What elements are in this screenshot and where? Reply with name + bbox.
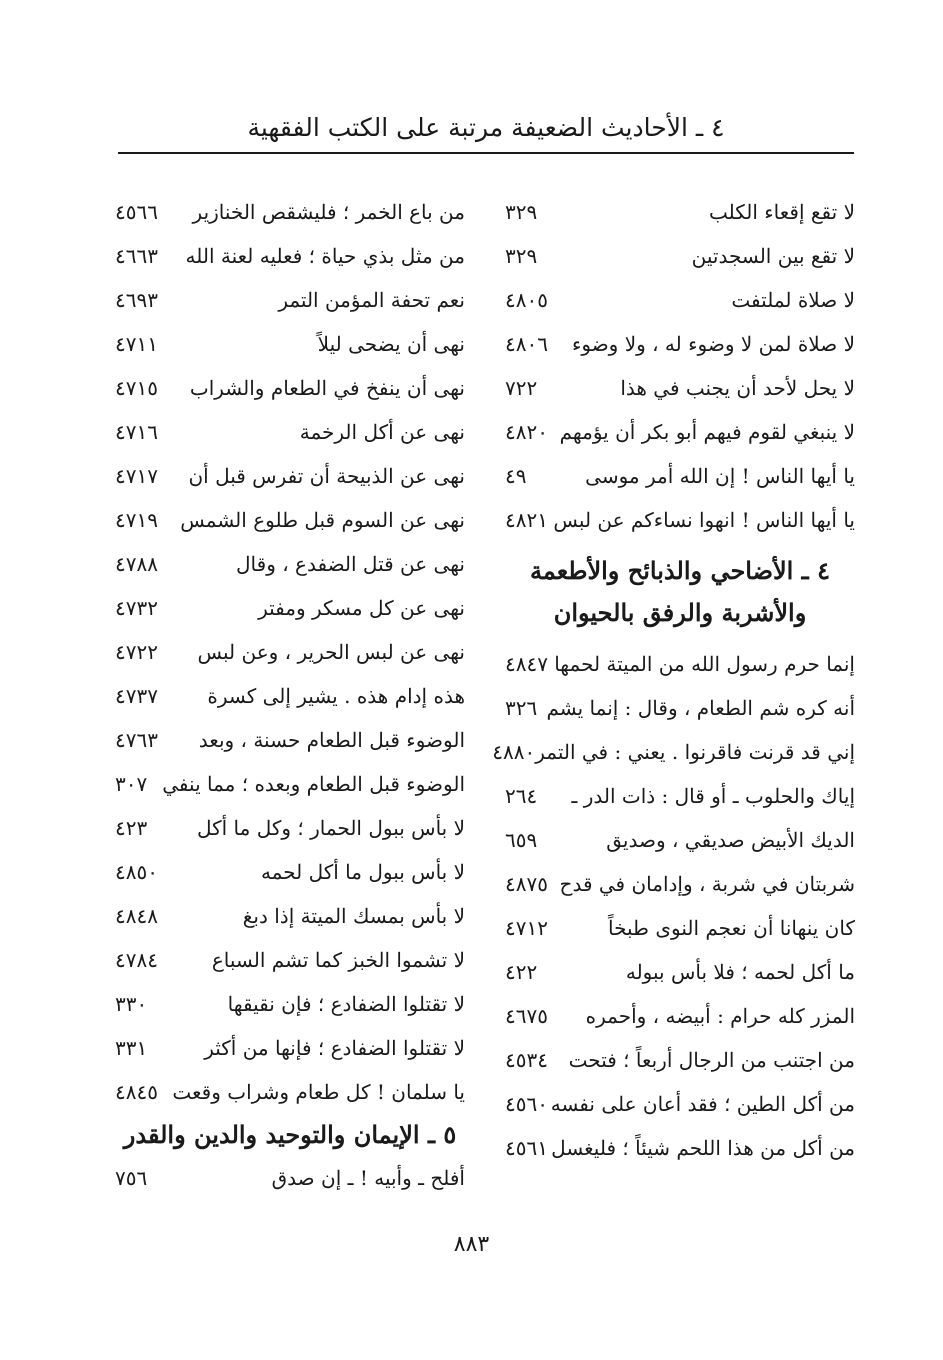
index-entry [115,322,465,366]
entry-text: نهى عن السوم قبل طلوع الشمس [180,508,465,532]
entry-number: ٤٨٢٠ [505,420,548,444]
index-entry [115,190,465,234]
index-entry [505,906,855,950]
entry-number: ٤٧١٩ [115,508,158,532]
entry-number: ٢٦٤ [505,784,538,808]
entry-number: ٤٧١٥ [115,376,158,400]
entry-text: لا بأس ببول ما أكل لحمه [260,860,465,884]
entry-text: كان ينهانا أن نعجم النوى طبخاً [608,916,855,940]
entry-text: إياك والحلوب ـ أو قال : ذات الدر ـ [571,784,855,808]
entry-text: من اجتنب من الرجال أربعاً ؛ فتحت [568,1048,855,1072]
entry-number: ٤٧٣٧ [115,684,158,708]
index-entry [505,454,855,498]
index-entry [505,366,855,410]
index-column-right [492,190,855,1170]
entry-number: ٤٨٤٥ [115,1080,158,1104]
entry-number: ٤٧١٧ [115,464,158,488]
index-list-left-bottom [115,1156,465,1200]
entry-number: ٤٨٤٧ [505,652,548,676]
entry-text: يا سلمان ! كل طعام وشراب وقعت [172,1080,465,1104]
entry-text: نهى عن أكل الرخمة [299,420,465,444]
entry-text: ما أكل لحمه ؛ فلا بأس ببوله [625,960,855,984]
entry-text: نعم تحفة المؤمن التمر [278,288,465,312]
entry-text: نهى عن كل مسكر ومفتر [258,596,465,620]
entry-text: من أكل من هذا اللحم شيئاً ؛ فليغسل [551,1136,855,1160]
entry-number: ٤٦٦٣ [115,244,158,268]
entry-number: ٤٥٦٠ [505,1092,548,1116]
index-entry [505,642,855,686]
entry-text: شربتان في شربة ، وإدامان في قدح [559,872,855,896]
entry-text: لا تقتلوا الضفادع ؛ فإن نقيقها [227,992,465,1016]
entry-number: ٣٣١ [115,1036,148,1060]
index-entry [505,774,855,818]
entry-text: لا يحل لأحد أن يجنب في هذا [620,376,855,400]
entry-text: نهى عن لبس الحرير ، وعن لبس [197,640,465,664]
index-entry [115,542,465,586]
index-entry [505,1082,855,1126]
entry-text: أنه كره شم الطعام ، وقال : إنما يشم [546,696,855,720]
entry-text: من باع الخمر ؛ فليشقص الخنازير [192,200,465,224]
index-entry [505,322,855,366]
entry-number: ٤٨٤٨ [115,904,158,928]
entry-number: ٤٧١١ [115,332,158,356]
section-heading [115,1114,465,1156]
entry-number: ٤٨٠٥ [505,288,548,312]
index-list-left-top [115,190,465,1114]
entry-text: لا صلاة لمن لا وضوء له ، ولا وضوء [571,332,855,356]
index-entry [505,1038,855,1082]
entry-number: ٤٧٣٢ [115,596,158,620]
section-heading [505,542,855,642]
entry-text: يا أيها الناس ! إن الله أمر موسى [585,464,855,488]
index-entry [505,686,855,730]
entry-number: ٤٧٨٤ [115,948,158,972]
entry-text: لا تقع بين السجدتين [691,244,855,268]
index-entry [505,190,855,234]
index-list-right-top [505,190,855,542]
index-entry [115,586,465,630]
entry-text: لا صلاة لملتفت [731,288,855,312]
entry-text: نهى عن الذبيحة أن تفرس قبل أن [188,464,465,488]
section-heading-line-1: ٤ ـ الأضاحي والذبائح والأطعمة [530,556,830,585]
running-header-title: ٤ ـ الأحاديث الضعيفة مرتبة على الكتب الفقهية [247,113,725,142]
entry-number: ٤٥٣٤ [505,1048,548,1072]
entry-number: ٧٥٦ [115,1166,148,1190]
entry-text: نهى عن قتل الضفدع ، وقال [236,552,465,576]
index-entry [505,994,855,1038]
entry-text: إني قد قرنت فاقرنوا . يعني : في التمر [535,740,855,764]
entry-number: ٤٧٢٢ [115,640,158,664]
entry-number: ٤٢٢ [505,960,538,984]
index-entry [505,950,855,994]
entry-number: ٤٩ [505,464,527,488]
index-entry [505,818,855,862]
index-entry [115,718,465,762]
entry-text: نهى أن يضحى ليلاً [317,332,465,356]
index-entry [505,278,855,322]
entry-number: ٣٢٦ [505,696,538,720]
index-entry [505,862,855,906]
entry-text: لا تقع إقعاء الكلب [708,200,855,224]
entry-number: ٤٥٦١ [505,1136,548,1160]
index-entry [115,498,465,542]
index-entry [492,730,855,774]
index-list-right-bottom [492,642,855,1170]
index-entry [115,1026,465,1070]
index-entry [115,410,465,454]
entry-number: ٤٨٢١ [505,508,548,532]
index-entry [505,410,855,454]
entry-text: هذه إدام هذه . يشير إلى كسرة [207,684,465,708]
entry-text: من أكل الطين ؛ فقد أعان على نفسه [550,1092,855,1116]
entry-text: من مثل بذي حياة ؛ فعليه لعنة الله [185,244,465,268]
entry-number: ٤٧٦٣ [115,728,158,752]
entry-number: ٤٨٧٥ [505,872,548,896]
entry-number: ٣٣٠ [115,992,148,1016]
index-entry [115,938,465,982]
entry-number: ٦٥٩ [505,828,538,852]
entry-text: الوضوء قبل الطعام حسنة ، وبعد [198,728,465,752]
entry-number: ٣٢٩ [505,244,538,268]
index-entry [115,1156,465,1200]
index-entry [115,630,465,674]
entry-number: ٤٢٣ [115,816,148,840]
index-entry [115,674,465,718]
entry-number: ٤٦٩٣ [115,288,158,312]
entry-number: ٤٧٨٨ [115,552,158,576]
index-entry [115,762,465,806]
section-heading-line-2: والأشربة والرفق بالحيوان [553,598,807,627]
entry-text: يا أيها الناس ! انهوا نساءكم عن لبس [553,508,855,532]
entry-number: ٧٢٢ [505,376,538,400]
entry-number: ٤٨٠٦ [505,332,548,356]
entry-text: لا تشموا الخبز كما تشم السباع [211,948,465,972]
entry-number: ٤٥٦٦ [115,200,158,224]
index-entry [115,1070,465,1114]
entry-text: لا بأس بمسك الميتة إذا دبغ [242,904,465,928]
entry-number: ٤٨٨٠ [492,740,536,764]
index-entry [115,366,465,410]
index-entry [115,806,465,850]
index-entry [505,498,855,542]
entry-text: لا بأس ببول الحمار ؛ وكل ما أكل [196,816,465,840]
running-header [118,108,854,154]
entry-text: الديك الأبيض صديقي ، وصديق [606,828,855,852]
entry-text: الوضوء قبل الطعام وبعده ؛ مما ينفي [162,772,465,796]
entry-text: المزر كله حرام : أبيضه ، وأحمره [585,1004,855,1028]
index-column-left [115,190,465,1200]
entry-text: إنما حرم رسول الله من الميتة لحمها [554,652,855,676]
index-entry [115,982,465,1026]
entry-number: ٤٦٧٥ [505,1004,548,1028]
entry-number: ٤٨٥٠ [115,860,158,884]
index-entry [505,1126,855,1170]
entry-number: ٣٢٩ [505,200,538,224]
index-entry [115,278,465,322]
entry-text: أفلح ـ وأبيه ! ـ إن صدق [271,1166,465,1190]
section-heading-line-1: ٥ ـ الإيمان والتوحيد والدين والقدر [123,1120,457,1149]
index-entry [115,234,465,278]
index-entry [505,234,855,278]
entry-number: ٤٧١٢ [505,916,548,940]
entry-number: ٤٧١٦ [115,420,158,444]
index-entry [115,894,465,938]
index-entry [115,850,465,894]
entry-text: لا ينبغي لقوم فيهم أبو بكر أن يؤمهم [559,420,855,444]
entry-text: لا تقتلوا الضفادع ؛ فإنها من أكثر [204,1036,465,1060]
page-number: ٨٨٣ [453,1232,490,1257]
index-entry [115,454,465,498]
entry-text: نهى أن ينفخ في الطعام والشراب [189,376,465,400]
entry-number: ٣٠٧ [115,772,148,796]
